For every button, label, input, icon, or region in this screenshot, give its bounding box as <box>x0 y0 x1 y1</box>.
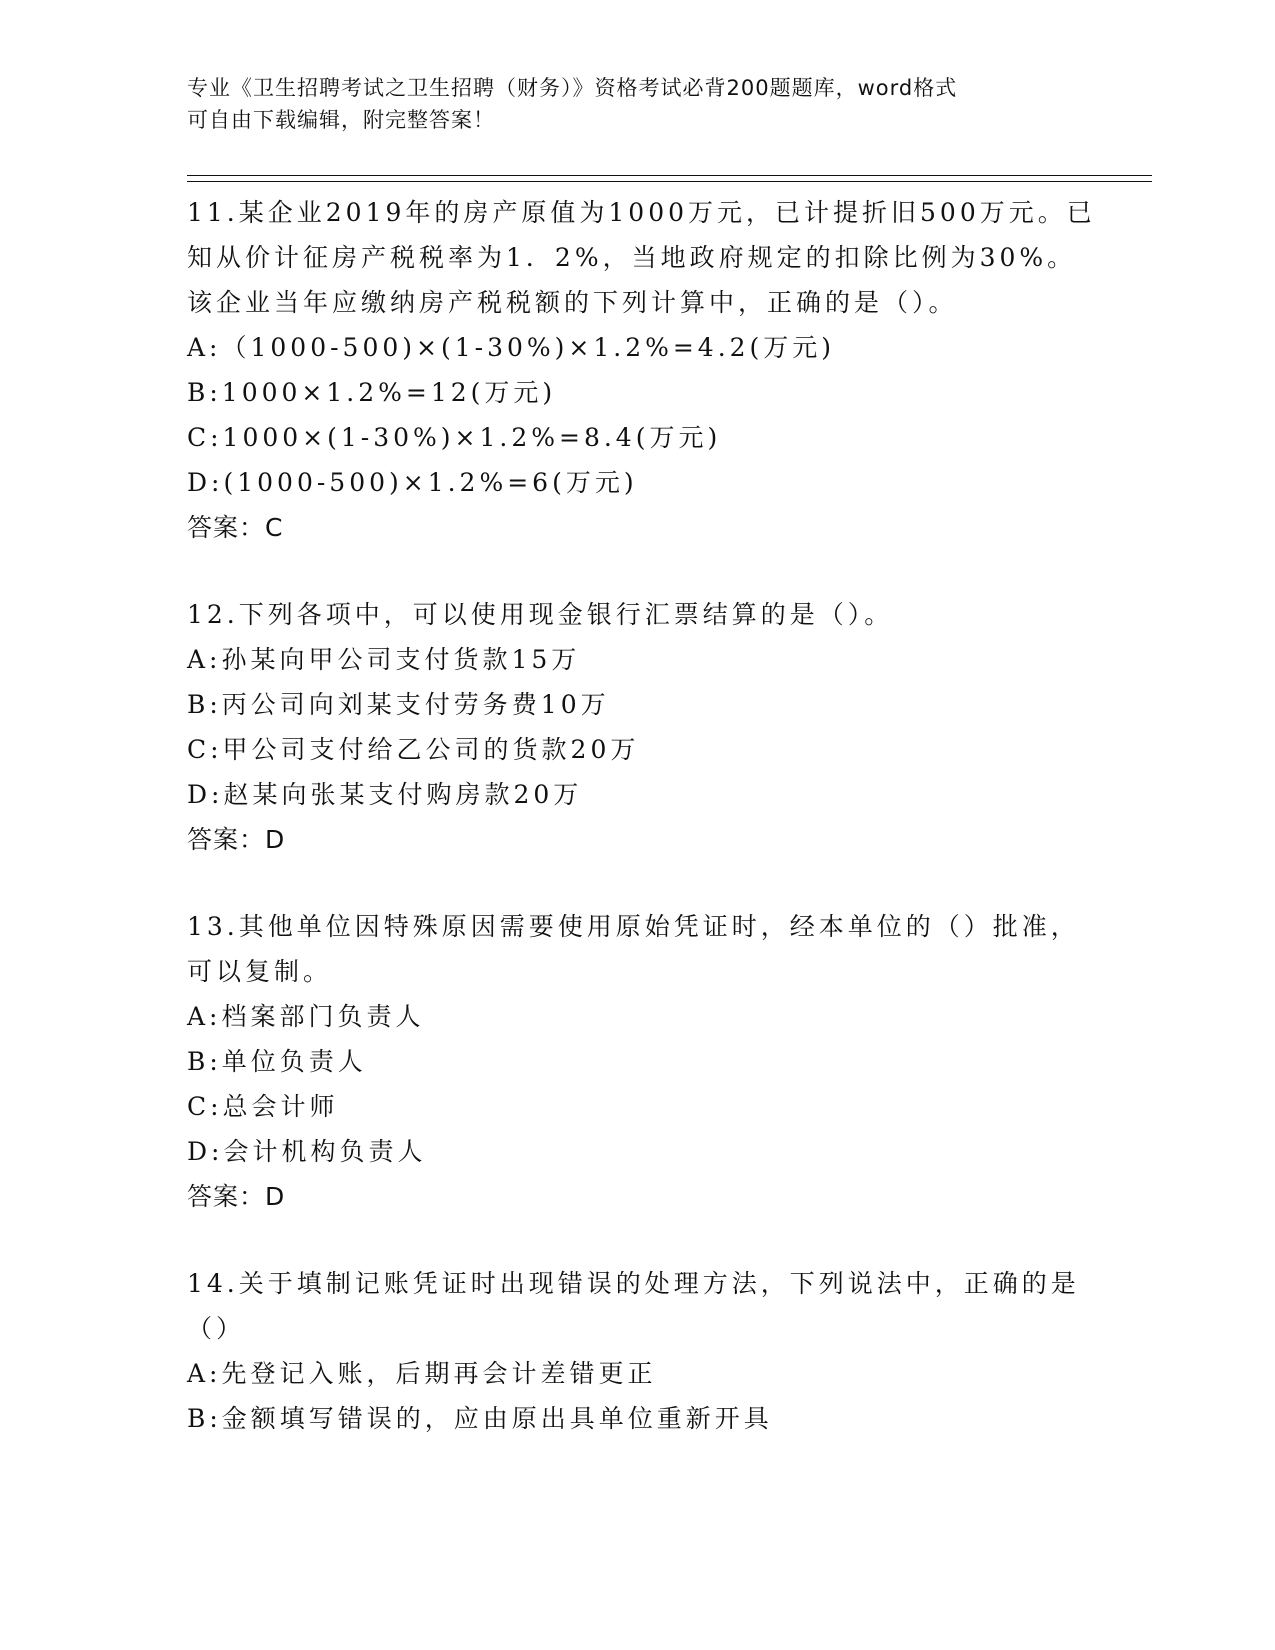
question-stem <box>187 904 1087 994</box>
option-b: B:1000×1.2%=12(万元) <box>187 378 557 407</box>
option-c: C:甲公司支付给乙公司的货款20万 <box>187 735 640 764</box>
question-stem-line: 可以复制。 <box>187 957 333 986</box>
answer-line: 答案：C <box>187 513 284 542</box>
option-d: D:会计机构负责人 <box>187 1137 427 1166</box>
option-c: C:1000×(1-30%)×1.2%=8.4(万元) <box>187 423 722 452</box>
option-a: A:先登记入账，后期再会计差错更正 <box>187 1359 657 1388</box>
question-stem-line: （） <box>187 1314 246 1343</box>
header-line-1: 专业《卫生招聘考试之卫生招聘（财务）》资格考试必背200题题库，word格式 <box>187 76 958 100</box>
question-item <box>187 904 1087 1219</box>
question-stem-line: 11.某企业2019年的房产原值为1000万元，已计提折旧500万元。已 <box>187 198 1096 227</box>
question-item <box>187 1261 1087 1441</box>
option-b: B:丙公司向刘某支付劳务费10万 <box>187 690 610 719</box>
question-stem <box>187 1261 1087 1351</box>
option-d: D:赵某向张某支付购房款20万 <box>187 780 583 809</box>
question-stem-line: 该企业当年应缴纳房产税税额的下列计算中，正确的是（）。 <box>187 288 958 317</box>
option-c: C:总会计师 <box>187 1092 339 1121</box>
answer-line: 答案：D <box>187 1182 286 1211</box>
document-header <box>187 72 1067 136</box>
option-b: B:单位负责人 <box>187 1047 367 1076</box>
option-a: A:孙某向甲公司支付货款15万 <box>187 645 581 674</box>
question-stem-line: 13.其他单位因特殊原因需要使用原始凭证时，经本单位的（）批准， <box>187 912 1080 941</box>
option-d: D:(1000-500)×1.2%=6(万元) <box>187 468 638 497</box>
option-b: B:金额填写错误的，应由原出具单位重新开具 <box>187 1404 773 1433</box>
header-divider-top <box>187 175 1152 176</box>
option-a: A:档案部门负责人 <box>187 1002 425 1031</box>
question-item <box>187 190 1096 550</box>
header-divider-bottom <box>187 181 1152 182</box>
question-stem <box>187 592 1087 637</box>
option-a: A:（1000-500)×(1-30%)×1.2%=4.2(万元) <box>187 333 836 362</box>
question-stem-line: 知从价计征房产税税率为1．2%，当地政府规定的扣除比例为30%。 <box>187 243 1077 272</box>
question-stem <box>187 190 1096 325</box>
answer-line: 答案：D <box>187 825 286 854</box>
question-list <box>187 190 1096 1483</box>
question-stem-line: 12.下列各项中，可以使用现金银行汇票结算的是（）。 <box>187 600 894 629</box>
question-stem-line: 14.关于填制记账凭证时出现错误的处理方法，下列说法中，正确的是 <box>187 1269 1080 1298</box>
question-item <box>187 592 1087 862</box>
header-line-2: 可自由下载编辑，附完整答案！ <box>187 108 495 132</box>
